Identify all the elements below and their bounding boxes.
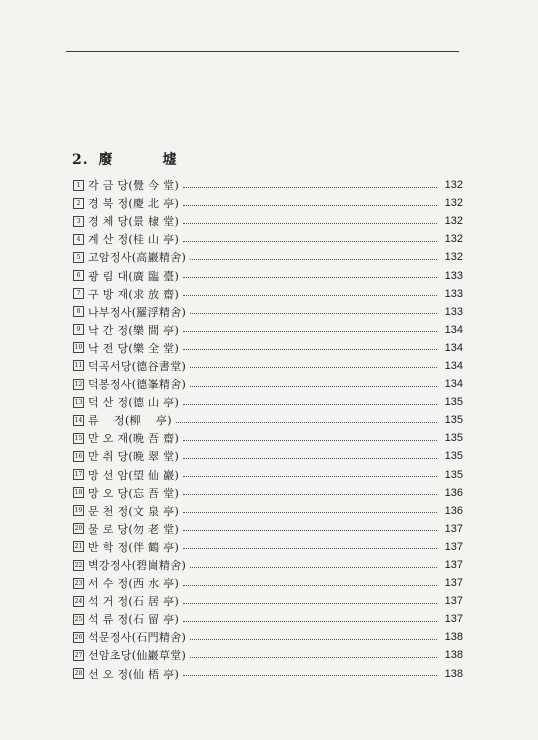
entry-page-number: 137	[444, 595, 463, 608]
toc-entry	[73, 266, 463, 284]
entry-number-box: 20	[74, 525, 83, 533]
entry-page-number: 138	[444, 631, 463, 644]
entry-number-box: 9	[73, 324, 84, 335]
toc-entry	[73, 556, 463, 574]
entry-title: 석문정사(石門精舍)	[88, 631, 187, 645]
entry-title: 낙 간 정(樂 間 亭)	[88, 323, 180, 337]
dot-leader	[183, 512, 437, 513]
dot-leader	[190, 567, 437, 568]
toc-entry	[73, 285, 463, 303]
entry-title: 선 오 정(仙 梧 亭)	[88, 667, 180, 681]
entry-title: 계 산 정(桂 山 亭)	[88, 233, 180, 247]
entry-page-number: 134	[444, 378, 463, 391]
entry-number-box: 28	[74, 670, 83, 678]
entry-title: 반 학 정(伴 鶴 亭)	[88, 540, 180, 554]
entry-number-box: 27	[74, 651, 83, 659]
entry-title: 만 오 재(晩 吾 齋)	[88, 432, 180, 446]
entry-number-box: 18	[74, 489, 83, 497]
entry-page-number: 133	[444, 305, 463, 318]
dot-leader	[183, 621, 437, 622]
entry-number-box: 17	[74, 471, 83, 479]
dot-leader	[190, 367, 437, 368]
entry-title: 문 천 정(文 泉 亭)	[88, 504, 180, 518]
entry-title: 경 북 정(慶 北 亭)	[88, 197, 180, 211]
entry-page-number: 137	[444, 559, 463, 572]
dot-leader	[183, 675, 437, 676]
entry-number-box: 1	[73, 180, 84, 191]
entry-title: 고암정사(高巖精舍)	[88, 251, 187, 265]
entry-title: 석 류 정(石 留 亭)	[88, 613, 180, 627]
entry-title: 벽강정사(碧崗精舍)	[88, 559, 187, 573]
section-title: 廢 墟	[98, 152, 195, 168]
section-heading	[72, 149, 195, 169]
toc-entry	[73, 665, 463, 683]
entry-page-number: 137	[444, 540, 463, 553]
entry-number-box: 5	[73, 252, 84, 263]
toc-entry	[73, 194, 463, 212]
toc-entry	[73, 447, 463, 465]
entry-page-number: 134	[444, 359, 463, 372]
dot-leader	[183, 476, 437, 477]
entry-title: 덕 산 정(德 山 亭)	[88, 396, 180, 410]
toc-entry	[73, 610, 463, 628]
entry-number-box: 25	[74, 615, 83, 623]
entry-title: 선암초당(仙巖草堂)	[88, 649, 187, 663]
dot-leader	[190, 639, 437, 640]
entry-title: 서 수 정(西 水 亭)	[88, 577, 180, 591]
entry-page-number: 135	[444, 414, 463, 427]
entry-page-number: 138	[444, 649, 463, 662]
entry-page-number: 135	[444, 432, 463, 445]
dot-leader	[183, 494, 437, 495]
entry-page-number: 132	[444, 233, 463, 246]
entry-number-box: 26	[74, 633, 83, 641]
dot-leader	[183, 458, 437, 459]
entry-title: 망 선 암(望 仙 巖)	[88, 468, 180, 482]
dot-leader	[183, 548, 437, 549]
entry-number-box: 7	[73, 288, 84, 299]
entry-page-number: 137	[444, 522, 463, 535]
entry-title: 덕곡서당(德谷書堂)	[88, 359, 187, 373]
dot-leader	[190, 657, 437, 658]
toc-entry	[73, 357, 463, 375]
dot-leader	[176, 422, 437, 423]
entry-page-number: 137	[444, 613, 463, 626]
toc-entry	[73, 574, 463, 592]
toc-entry	[73, 484, 463, 502]
entry-number-box: 23	[74, 579, 83, 587]
entry-page-number: 132	[444, 179, 463, 192]
entry-number-box: 10	[74, 344, 83, 352]
entry-title: 류 정(柳 亭)	[88, 414, 172, 428]
entry-title: 망 오 당(忘 吾 堂)	[88, 486, 180, 500]
entry-page-number: 136	[444, 486, 463, 499]
entry-page-number: 132	[444, 215, 463, 228]
entry-number-box: 21	[74, 543, 83, 551]
entry-number-box: 6	[73, 270, 84, 281]
dot-leader	[183, 349, 437, 350]
dot-leader	[183, 241, 437, 242]
entry-page-number: 135	[444, 396, 463, 409]
entry-number-box: 24	[74, 597, 83, 605]
toc-entry	[73, 176, 463, 194]
toc-entry	[73, 303, 463, 321]
entry-title: 물 로 당(勿 老 堂)	[88, 522, 180, 536]
entry-number-box: 12	[74, 380, 83, 388]
entry-number-box: 15	[74, 434, 83, 442]
entry-number-box: 8	[73, 306, 84, 317]
dot-leader	[190, 313, 437, 314]
toc-entry	[73, 466, 463, 484]
toc-entry	[73, 248, 463, 266]
dot-leader	[190, 386, 437, 387]
dot-leader	[183, 404, 437, 405]
entry-number-box: 22	[74, 561, 83, 569]
toc-entry	[73, 429, 463, 447]
toc-entry	[73, 321, 463, 339]
entry-number-box: 14	[74, 416, 83, 424]
entry-title: 석 거 정(石 居 亭)	[88, 595, 180, 609]
entry-page-number: 134	[444, 323, 463, 336]
entry-number-box: 3	[73, 216, 84, 227]
dot-leader	[183, 277, 437, 278]
toc-entry	[73, 502, 463, 520]
entry-number-box: 2	[73, 198, 84, 209]
top-rule	[66, 51, 459, 52]
entry-page-number: 133	[444, 269, 463, 282]
toc-entry	[73, 411, 463, 429]
entry-page-number: 135	[444, 450, 463, 463]
table-of-contents	[73, 176, 463, 683]
toc-entry	[73, 646, 463, 664]
entry-number-box: 11	[74, 362, 83, 370]
dot-leader	[183, 223, 437, 224]
toc-entry	[73, 339, 463, 357]
dot-leader	[183, 187, 437, 188]
entry-title: 만 취 당(晩 翠 堂)	[88, 450, 180, 464]
toc-entry	[73, 212, 463, 230]
dot-leader	[183, 585, 437, 586]
dot-leader	[183, 603, 437, 604]
section-number: 2.	[72, 152, 89, 168]
entry-page-number: 133	[444, 287, 463, 300]
entry-title: 각 금 당(覺 今 堂)	[88, 179, 180, 193]
entry-page-number: 135	[444, 468, 463, 481]
entry-page-number: 137	[444, 577, 463, 590]
toc-entry	[73, 520, 463, 538]
entry-title: 광 림 대(廣 臨 臺)	[88, 269, 180, 283]
entry-page-number: 132	[444, 251, 463, 264]
entry-title: 덕봉정사(德峯精舍)	[88, 378, 187, 392]
dot-leader	[183, 295, 437, 296]
entry-page-number: 134	[444, 341, 463, 354]
toc-entry	[73, 538, 463, 556]
entry-number-box: 16	[74, 452, 83, 460]
dot-leader	[183, 530, 437, 531]
dot-leader	[183, 331, 437, 332]
entry-number-box: 4	[73, 234, 84, 245]
entry-page-number: 136	[444, 504, 463, 517]
toc-entry	[73, 393, 463, 411]
dot-leader	[190, 259, 437, 260]
entry-page-number: 132	[444, 197, 463, 210]
toc-entry	[73, 230, 463, 248]
entry-title: 나부정사(羅浮精舍)	[88, 305, 187, 319]
toc-entry	[73, 628, 463, 646]
dot-leader	[183, 205, 437, 206]
entry-number-box: 13	[74, 398, 83, 406]
entry-title: 경 체 당(景 棣 堂)	[88, 215, 180, 229]
entry-title: 구 방 재(求 放 齋)	[88, 287, 180, 301]
entry-page-number: 138	[444, 667, 463, 680]
entry-title: 낙 전 당(樂 全 堂)	[88, 341, 180, 355]
dot-leader	[183, 440, 437, 441]
toc-entry	[73, 375, 463, 393]
toc-entry	[73, 592, 463, 610]
entry-number-box: 19	[74, 507, 83, 515]
